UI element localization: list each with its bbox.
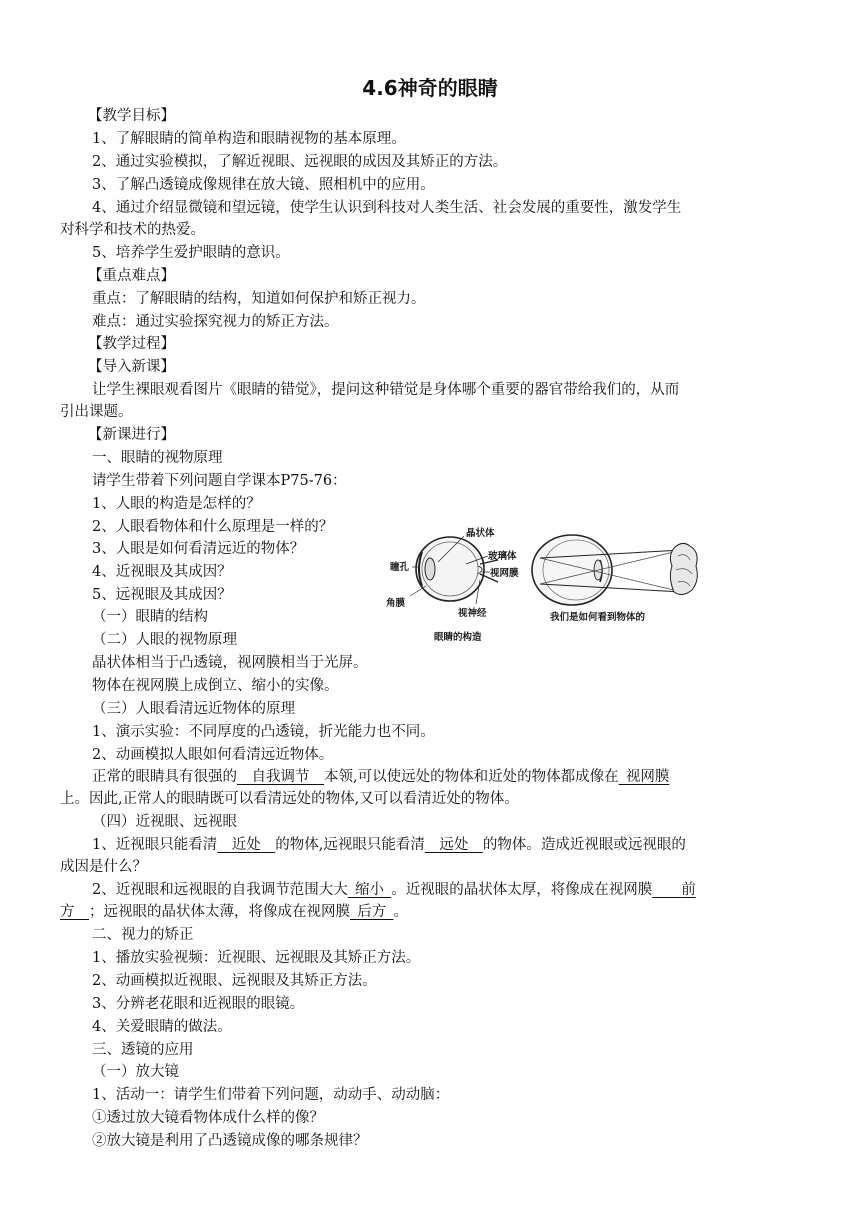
blank-answer: 前 — [681, 882, 696, 898]
question-5: 5、远视眼及其成因？ — [92, 587, 232, 603]
blank-answer: 后方 — [357, 904, 387, 920]
correction-4: 4、关爱眼睛的做法。 — [92, 1019, 232, 1035]
correction-2: 2、动画模拟近视眼、远视眼及其矫正方法。 — [92, 973, 377, 989]
activity-1: 1、活动一：请学生们带着下列问题，动动手、动动脑： — [92, 1087, 450, 1103]
myopia-question: 1、近视眼只能看清 近处 的物体,远视眼只能看清 远处 的物体。造成近视眼或远视眼的 — [92, 837, 686, 853]
label-lens: 晶状体 — [466, 528, 495, 539]
label-optic-nerve: 视神经 — [458, 608, 487, 619]
heading-new-lesson: 【新课进行】 — [88, 427, 175, 443]
subsection-magnifier: （一）放大镜 — [92, 1064, 179, 1080]
blank-answer: 远处 — [439, 837, 469, 853]
question-3: 3、人眼是如何看清远近的物体？ — [92, 541, 305, 557]
difficult-point: 难点：通过实验探究视力的矫正方法。 — [92, 314, 339, 330]
intro-text-cont: 引出课题。 — [60, 404, 133, 420]
heading-objectives: 【教学目标】 — [88, 108, 175, 124]
objective-1: 1、了解眼睛的简单构造和眼睛视物的基本原理。 — [92, 131, 406, 147]
caption-how-we-see: 我们是如何看到物体的 — [550, 612, 646, 623]
objective-3: 3、了解凸透镜成像规律在放大镜、照相机中的应用。 — [92, 177, 435, 193]
adjustment-range-line-cont: 方 ；远视眼的晶状体太薄，将像成在视网膜 后方 。 — [60, 904, 408, 920]
label-cornea: 角膜 — [386, 598, 406, 609]
subsection-near-far: （三）人眼看清远近物体的原理 — [92, 701, 295, 717]
question-1: 1、人眼的构造是怎样的？ — [92, 496, 261, 512]
question-4: 4、近视眼及其成因？ — [92, 564, 232, 580]
page-title: 4.6神奇的眼睛 — [362, 76, 498, 100]
demo-line-2: 2、动画模拟人眼如何看清远近物体。 — [92, 747, 334, 763]
intro-text: 让学生裸眼观看图片《眼睛的错觉》，提问这种错觉是身体哪个重要的器官带给我们的，从而 — [92, 382, 680, 398]
subsection-myopia-hyperopia: （四）近视眼、远视眼 — [92, 814, 237, 830]
blank-answer: 方 — [60, 904, 75, 920]
how-we-see-diagram — [532, 535, 697, 623]
objective-4-cont: 对科学和技术的热爱。 — [60, 222, 205, 238]
question-2: 2、人眼看物体和什么原理是一样的？ — [92, 519, 334, 535]
principle-line-2: 物体在视网膜上成倒立、缩小的实像。 — [92, 678, 339, 694]
myopia-question-cont: 成因是什么？ — [60, 859, 147, 875]
label-vitreous: 玻璃体 — [488, 551, 517, 562]
subsection-vision-principle: （二）人眼的视物原理 — [92, 632, 237, 648]
activity-question-1: ①透过放大镜看物体成什么样的像？ — [92, 1110, 324, 1126]
subsection-eye-structure: （一）眼睛的结构 — [92, 609, 208, 625]
correction-1: 1、播放实验视频：近视眼、远视眼及其矫正方法。 — [92, 950, 421, 966]
blank-answer: 视网膜 — [625, 769, 670, 785]
normal-eye-paragraph: 正常的眼睛具有很强的 自我调节 本领,可以使远处的物体和近处的物体都成像在 视网膜 — [92, 769, 670, 785]
blank-answer: 自我调节 — [251, 769, 310, 785]
principle-line-1: 晶状体相当于凸透镜，视网膜相当于光屏。 — [92, 655, 368, 671]
heading-process: 【教学过程】 — [88, 336, 175, 352]
label-pupil: 瞳孔 — [390, 562, 410, 573]
objective-2: 2、通过实验模拟，了解近视眼、远视眼的成因及其矫正的方法。 — [92, 154, 508, 170]
eye-structure-diagram — [386, 527, 519, 643]
demo-line-1: 1、演示实验：不同厚度的凸透镜，折光能力也不同。 — [92, 724, 435, 740]
correction-3: 3、分辨老花眼和近视眼的眼镜。 — [92, 996, 305, 1012]
section-1-title: 一、眼睛的视物原理 — [92, 450, 223, 466]
key-point: 重点：了解眼睛的结构，知道如何保护和矫正视力。 — [92, 291, 426, 307]
activity-question-2: ②放大镜是利用了凸透镜成像的哪条规律？ — [92, 1133, 368, 1149]
adjustment-range-line: 2、近视眼和远视眼的自我调节范围大大 缩小 。近视眼的晶状体太厚，将像成在视网膜 前 — [92, 882, 696, 898]
eye-diagram-figure — [382, 522, 712, 654]
section-3-title: 三、透镜的应用 — [92, 1042, 194, 1058]
heading-key-points: 【重点难点】 — [88, 268, 175, 284]
section-2-title: 二、视力的矫正 — [92, 927, 194, 943]
objective-5: 5、培养学生爱护眼睛的意识。 — [92, 245, 290, 261]
label-retina: 视网膜 — [490, 568, 519, 579]
blank-answer: 近处 — [231, 837, 261, 853]
heading-intro: 【导入新课】 — [88, 359, 175, 375]
objective-4: 4、通过介绍显微镜和望远镜，使学生认识到科技对人类生活、社会发展的重要性，激发学生 — [92, 200, 682, 216]
caption-eye-structure: 眼睛的构造 — [434, 632, 482, 643]
self-study-prompt: 请学生带着下列问题自学课本P75-76： — [92, 473, 347, 489]
normal-eye-paragraph-cont: 上。因此,正常人的眼睛既可以看清远处的物体,又可以看清近处的物体。 — [60, 791, 519, 807]
blank-answer: 缩小 — [354, 882, 384, 898]
